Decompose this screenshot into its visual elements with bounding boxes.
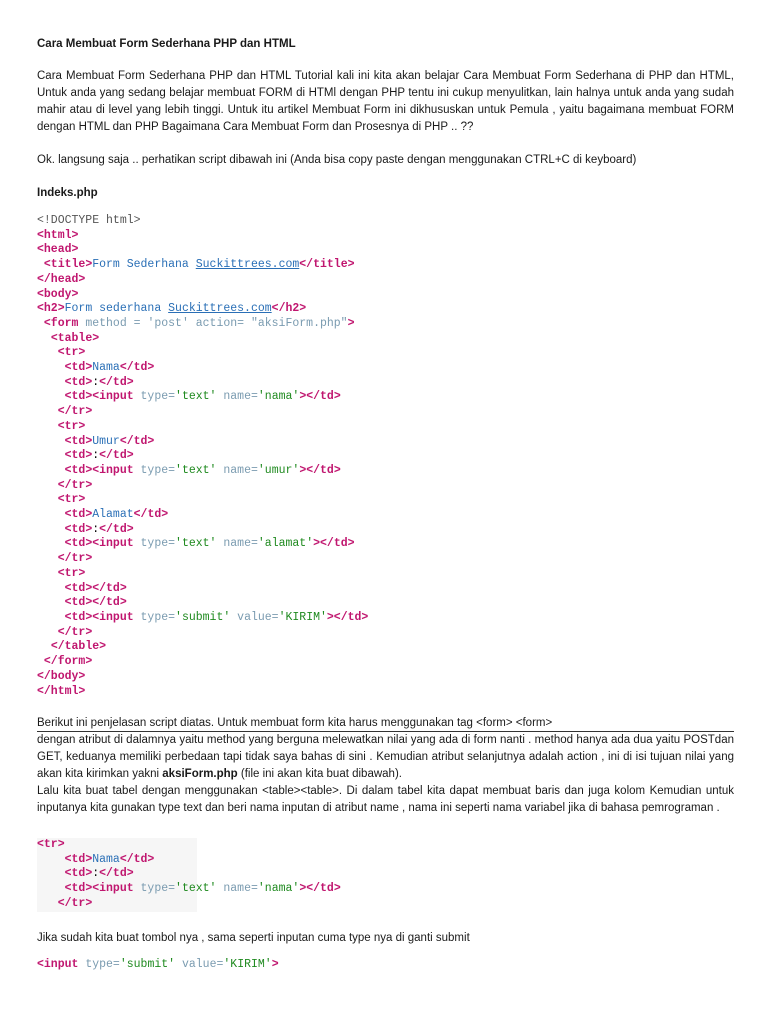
instruction-paragraph: Ok. langsung saja .. perhatikan script dibawah ini (Anda bisa copy paste dengan menggunakan CTRL+C di keyboard) bbox=[37, 154, 637, 166]
code-block-submit: <input type='submit' value='KIRIM'> bbox=[37, 958, 279, 971]
file-name-heading: Indeks.php bbox=[37, 187, 98, 199]
site-link-h2[interactable]: Suckittrees.com bbox=[168, 302, 272, 316]
intro-paragraph: Cara Membuat Form Sederhana PHP dan HTML Tutorial kali ini kita akan belajar Cara Membuat Form Sederhana di PHP dan HTML, Untuk anda yang sedang belajar membuat FORM di HTMl dengan PHP tentu ini cukup menyulitkan, lain halnya untuk anda yang sudah mahir atau di level yang lebih tinggi. Untuk itu artikel Membuat Form ini dikhususkan untuk Pemula , yaitu bagaimana membuat FORM dengan HTML dan PHP Bagaimana Cara Membuat Form dan Prosesnya di PHP .. ?? bbox=[37, 70, 734, 133]
explanation-body: dengan atribut di dalamnya yaitu method yang berguna melewatkan nilai yang ada di form nanti . method hanya ada dua yaitu POSTdan GET, keduanya memiliki perbedaan tapi tidak saya bahas di sini . Kemudian atribut selanjutnya adalah action , ini di isi tujuan nilai yang akan kita kirimkan yakni aksiForm.php (file ini akan kita buat dibawah). Lalu kita buat tabel dengan menggunakan <table><table>. Di dalam tabel kita dapat membuat baris dan juga kolom Kemudian untuk inputanya kita gunakan type text dan beri nama inputan di atribut name , nama ini seperti nama variabel jika di bahasa pemrograman . bbox=[37, 734, 734, 814]
submit-note: Jika sudah kita buat tombol nya , sama seperti inputan cuma type nya di ganti submit bbox=[37, 932, 470, 944]
code-title-text: Form Sederhana bbox=[92, 258, 196, 272]
site-link[interactable]: Suckittrees.com bbox=[195, 258, 300, 272]
code-block-row: <tr> <td>Nama</td> <td>:</td> <td><input type='text' name='nama'></td> </tr> bbox=[37, 838, 341, 910]
bold-filename: aksiForm.php bbox=[162, 768, 238, 780]
code-label-umur: Umur bbox=[92, 434, 120, 448]
code-form-attrs: method = 'post' action= "aksiForm.php" bbox=[85, 316, 348, 330]
code-doctype: <!DOCTYPE html> bbox=[37, 214, 141, 227]
page-title: Cara Membuat Form Sederhana PHP dan HTML bbox=[37, 38, 296, 50]
code-h2-text: Form sederhana bbox=[64, 302, 169, 316]
explanation-heading: Berikut ini penjelasan script diatas. Untuk membuat form kita harus menggunakan tag <form> <form> bbox=[37, 717, 553, 729]
code-label-alamat: Alamat bbox=[92, 508, 134, 522]
code-block-index: <!DOCTYPE html> <html> <head> <title>Form Sederhana Suckittrees.com</title> </head> <body> <h2>Form sederhana Suckittrees.com</h2> <form method = 'post' action= "aksiForm.php"> <table> <tr> <td>Nama</td> <td>:</td> <td><input type='text' name='nama'></td> </tr> <tr> <td>Umur</td> <td>:</td> <td><input type='text' name='umur'></td> </tr> <tr> <td>Alamat</td> <td>:</td> <td><input type='text' name='alamat'></td> </tr> <tr> <td></td> <td></td> <td><input type='submit' value='KIRIM'></td> </tr> </table> </form> </body> </html> bbox=[37, 214, 369, 698]
code-label-nama: Nama bbox=[92, 361, 120, 375]
